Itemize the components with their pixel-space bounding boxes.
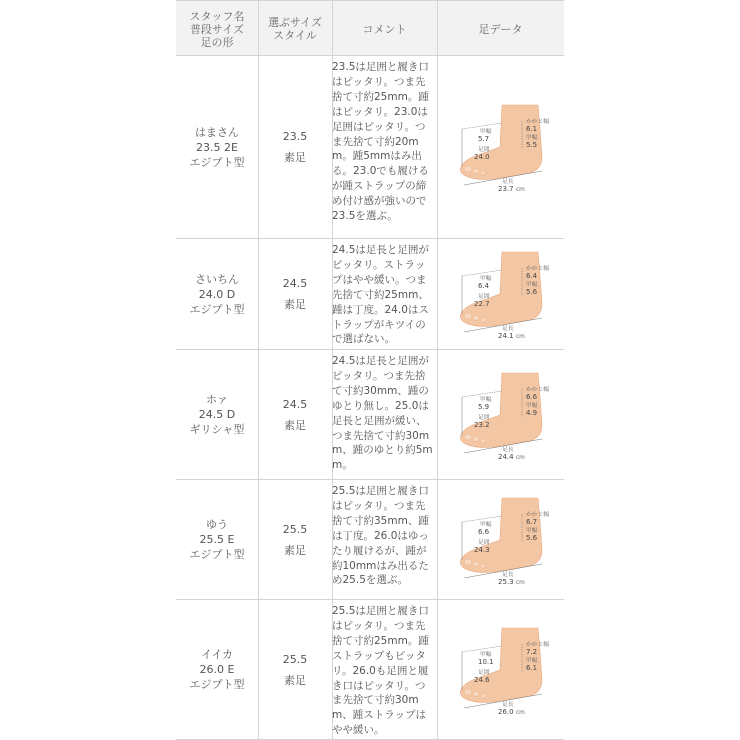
ankle-label: かかと幅 <box>526 386 550 393</box>
ball-girth-value: 24.6 <box>474 675 490 684</box>
chosen-cell <box>258 600 332 739</box>
instep2-value: 5.6 <box>526 288 538 296</box>
foot-diagram <box>456 492 552 588</box>
length-value: 25.3 <box>498 577 514 586</box>
instep2-value: 4.9 <box>526 408 538 417</box>
instep-label: 甲幅 <box>480 396 492 403</box>
chosen-cell <box>258 350 332 479</box>
staff-usual-size: 24.5 D <box>198 408 236 421</box>
ball-girth-value: 24.3 <box>474 545 490 554</box>
ball-girth-value: 22.7 <box>474 300 490 308</box>
ball-girth-value: 23.2 <box>474 420 490 429</box>
ankle-label: かかと幅 <box>526 266 550 272</box>
comment-cell: 25.5は足囲と履き口はピッタリ。つま先捨て寸約25mm。踵ストラップもピッタリ。26.0も足囲と履き口はピッタリ。つま先捨て寸約30mm、踵ストラップはやや緩い。 <box>332 605 429 737</box>
instep-label: 甲幅 <box>480 521 492 528</box>
ankle-value: 6.4 <box>526 272 538 280</box>
header-comment: コメント <box>362 22 407 36</box>
foot-diagram <box>456 99 552 195</box>
chosen-style: 素足 <box>284 543 306 557</box>
instep-value: 5.7 <box>478 135 490 143</box>
staff-name: ゆう <box>206 518 228 531</box>
table-row <box>176 600 564 740</box>
foot-diagram <box>456 246 552 342</box>
chosen-cell <box>258 239 332 349</box>
ball-girth-label: 足囲 <box>478 669 490 676</box>
instep-value: 6.6 <box>478 527 490 536</box>
staff-cell <box>176 480 258 599</box>
comment-cell: 23.5は足囲と履き口はピッタリ。つま先捨て寸約25mm。踵はピッタリ。23.0は足囲はピッタリ。つま先捨て寸約20mm。踵5mmはみ出る。23.0でも履けるが踵ストラップの締め付け感が強いので23.5を選ぶ。 <box>332 61 429 223</box>
chosen-size: 24.5 <box>282 277 308 290</box>
instep2-value: 5.5 <box>526 141 538 149</box>
table-header <box>176 0 564 56</box>
ankle-value: 7.2 <box>526 647 538 656</box>
staff-name: ホァ <box>206 393 228 406</box>
staff-foot-shape: ギリシャ型 <box>189 423 245 436</box>
instep2-label: 甲幅 <box>526 657 538 664</box>
length-label: 足長 <box>502 179 514 185</box>
length-value: 24.1 <box>498 332 514 340</box>
length-value: 23.7 <box>498 185 514 193</box>
staff-usual-size: 26.0 E <box>199 663 235 676</box>
ball-girth-label: 足囲 <box>478 294 490 300</box>
instep-value: 6.4 <box>478 282 490 290</box>
ankle-value: 6.1 <box>526 125 538 133</box>
staff-foot-shape: エジプト型 <box>189 678 245 691</box>
instep2-label: 甲幅 <box>526 527 538 534</box>
ankle-label: かかと幅 <box>526 511 550 518</box>
ball-girth-label: 足囲 <box>478 414 490 421</box>
chosen-size: 25.5 <box>282 652 308 666</box>
instep-label: 甲幅 <box>480 129 492 135</box>
header-staff: スタッフ名 普段サイズ 足の形 <box>189 9 245 49</box>
staff-name: さいちん <box>195 272 239 286</box>
chosen-size: 23.5 <box>282 130 308 143</box>
length-label: 足長 <box>502 571 514 578</box>
ball-girth-label: 足囲 <box>478 147 490 153</box>
staff-foot-shape: エジプト型 <box>189 155 245 169</box>
comment-cell: 24.5は足長と足囲がピッタリ。ストラップはやや緩い。つま先捨て寸約25mm、踵は丁度。24.0はストラップがキツイので選ばない。 <box>332 244 429 346</box>
chosen-cell <box>258 480 332 599</box>
staff-cell <box>176 239 258 349</box>
ankle-label: かかと幅 <box>526 641 550 648</box>
chosen-cell <box>258 56 332 238</box>
chosen-style: 素足 <box>284 151 306 164</box>
header-chosen-size: 選ぶサイズ スタイル <box>267 16 323 42</box>
table-row <box>176 350 564 480</box>
staff-name: はまさん <box>195 125 239 139</box>
staff-cell <box>176 56 258 238</box>
table-row <box>176 56 564 239</box>
length-label: 足長 <box>502 446 514 453</box>
staff-usual-size: 24.0 D <box>198 287 236 301</box>
instep-value: 10.1 <box>478 657 494 666</box>
chosen-style: 素足 <box>284 673 306 687</box>
chosen-size: 24.5 <box>282 397 308 411</box>
staff-foot-shape: エジプト型 <box>189 548 245 561</box>
length-label: 足長 <box>502 701 514 708</box>
header-foot-data: 足データ <box>478 22 523 36</box>
instep2-value: 5.6 <box>526 533 538 542</box>
staff-usual-size: 23.5 2E <box>196 140 238 154</box>
instep-label: 甲幅 <box>480 651 492 658</box>
unit-label: cm <box>516 709 525 716</box>
unit-label: cm <box>516 187 525 193</box>
fitting-table <box>176 0 564 740</box>
comment-cell: 24.5は足長と足囲がピッタリ。つま先捨て寸約30mm、踵のゆとり無し。25.0は足長と足囲が緩い、つま先捨て寸約30mm、踵のゆとり約5mm。 <box>332 355 433 472</box>
staff-cell <box>176 600 258 739</box>
chosen-style: 素足 <box>284 298 306 311</box>
instep-value: 5.9 <box>478 402 490 411</box>
chosen-style: 素足 <box>284 418 306 432</box>
length-value: 24.4 <box>498 452 514 461</box>
ball-girth-value: 24.0 <box>474 153 490 161</box>
ankle-label: かかと幅 <box>526 119 550 125</box>
unit-label: cm <box>516 579 525 586</box>
staff-cell <box>176 350 258 479</box>
staff-name: イイカ <box>200 648 234 661</box>
unit-label: cm <box>516 334 525 340</box>
comment-cell: 25.5は足囲と履き口はピッタリ。つま先捨て寸約35mm、踵は丁度。26.0はゆったり履けるが、踵が約10mmはみ出るため25.5を選ぶ。 <box>332 485 429 587</box>
length-label: 足長 <box>502 326 514 332</box>
instep2-label: 甲幅 <box>526 135 538 141</box>
foot-diagram <box>456 622 552 718</box>
chosen-size: 25.5 <box>282 522 308 536</box>
staff-foot-shape: エジプト型 <box>189 302 245 316</box>
staff-usual-size: 25.5 E <box>199 533 235 546</box>
table-row <box>176 480 564 600</box>
instep2-label: 甲幅 <box>526 402 538 409</box>
table-row <box>176 239 564 350</box>
foot-diagram <box>456 367 552 463</box>
instep2-value: 6.1 <box>526 663 538 672</box>
unit-label: cm <box>516 454 525 461</box>
instep-label: 甲幅 <box>480 276 492 282</box>
ankle-value: 6.6 <box>526 392 538 401</box>
length-value: 26.0 <box>498 707 514 716</box>
ankle-value: 6.7 <box>526 517 538 526</box>
instep2-label: 甲幅 <box>526 282 538 288</box>
ball-girth-label: 足囲 <box>478 539 490 546</box>
